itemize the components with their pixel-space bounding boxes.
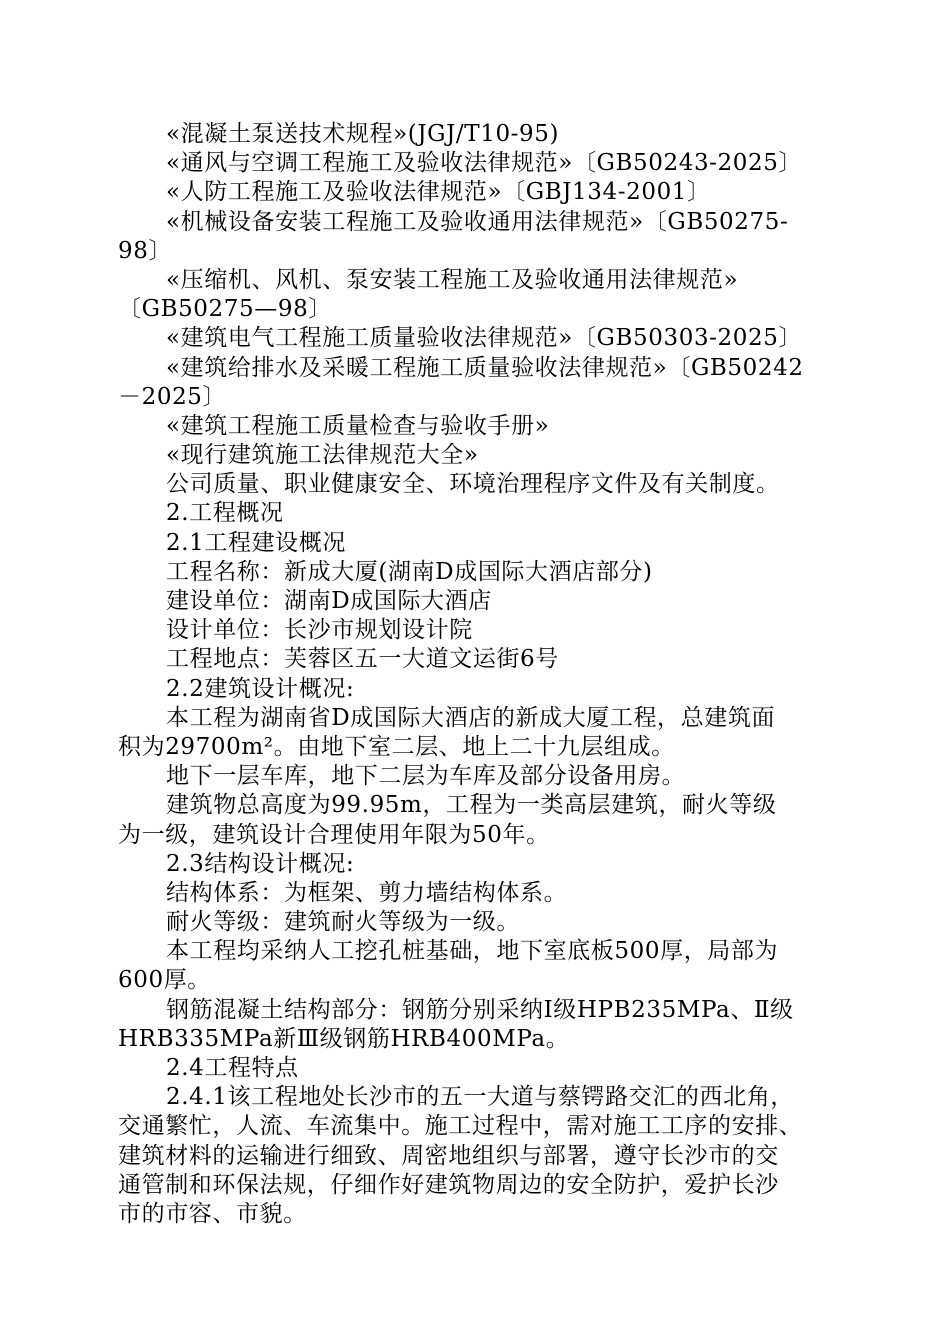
text-line: 耐火等级：建筑耐火等级为一级。 (166, 909, 520, 936)
text-line: 积为29700m²。由地下室二层、地上二十九层组成。 (118, 733, 675, 760)
text-line: 建筑物总高度为99.95m，工程为一类高层建筑，耐火等级 (166, 792, 777, 819)
text-line: «混凝土泵送技术规程»(JGJ/T10-95) (166, 121, 560, 147)
text-line: 2.4.1该工程地处长沙市的五一大道与蔡锷路交汇的西北角， (166, 1084, 794, 1111)
text-line: 公司质量、职业健康安全、环境治理程序文件及有关制度。 (166, 471, 780, 498)
text-line: 600厚。 (118, 967, 211, 994)
text-line: 地下一层车库，地下二层为车库及部分设备用房。 (166, 763, 686, 790)
text-line: 2.2建筑设计概况: (166, 675, 355, 702)
text-line: «压缩机、风机、泵安装工程施工及验收通用法律规范» (166, 266, 739, 293)
text-line: 建设单位：湖南D成国际大酒店 (166, 588, 492, 614)
text-line: 〔GB50275—98〕 (118, 296, 332, 323)
text-line: HRB335MPa新Ⅲ级钢筋HRB400MPa。 (118, 1025, 570, 1052)
text-line: 为一级，建筑设计合理使用年限为50年。 (118, 821, 550, 848)
text-line: 市的市容、市貌。 (118, 1200, 307, 1227)
text-line: 本工程均采纳人工挖孔桩基础，地下室底板500厚，局部为 (166, 938, 779, 965)
document-body (118, 120, 836, 1229)
text-line: 设计单位：长沙市规划设计院 (166, 617, 473, 644)
text-line: «机械设备安装工程施工及验收通用法律规范»〔GB50275- (166, 208, 789, 235)
text-line: 钢筋混凝土结构部分：钢筋分别采纳Ⅰ级HPB235MPa、Ⅱ级 (166, 996, 794, 1023)
text-line: 2.1工程建设概况 (166, 529, 346, 556)
text-line: 工程名称：新成大厦(湖南D成国际大酒店部分) (166, 558, 653, 585)
text-line: «建筑工程施工质量检查与验收手册» (166, 412, 550, 439)
text-line: 交通繁忙，人流、车流集中。施工过程中，需对施工工序的安排、 (118, 1113, 803, 1140)
text-line: 通管制和环保法规，仔细作好建筑物周边的安全防护，爱护长沙 (118, 1171, 779, 1198)
text-line: 98〕 (118, 237, 173, 264)
text-line: 建筑材料的运输进行细致、周密地组织与部署，遵守长沙市的交 (118, 1142, 779, 1169)
text-line: «人防工程施工及验收法律规范»〔GBJ134-2001〕 (166, 179, 711, 206)
text-line: 本工程为湖南省D成国际大酒店的新成大厦工程，总建筑面 (166, 704, 776, 731)
text-line: «现行建筑施工法律规范大全» (166, 442, 479, 469)
text-line: «建筑电气工程施工质量验收法律规范»〔GB50303-2025〕 (166, 325, 803, 352)
text-line: 2.工程概况 (166, 500, 284, 527)
text-line: 工程地点：芙蓉区五一大道文运街6号 (166, 646, 559, 673)
text-line: «建筑给排水及采暖工程施工质量验收法律规范»〔GB50242 (166, 354, 804, 381)
text-line: 结构体系：为框架、剪力墙结构体系。 (166, 879, 568, 906)
text-line: 2.3结构设计概况: (166, 850, 355, 877)
text-line: －2025〕 (118, 383, 227, 410)
text-line: «通风与空调工程施工及验收法律规范»〔GB50243-2025〕 (166, 150, 803, 177)
text-line: 2.4工程特点 (166, 1055, 299, 1081)
